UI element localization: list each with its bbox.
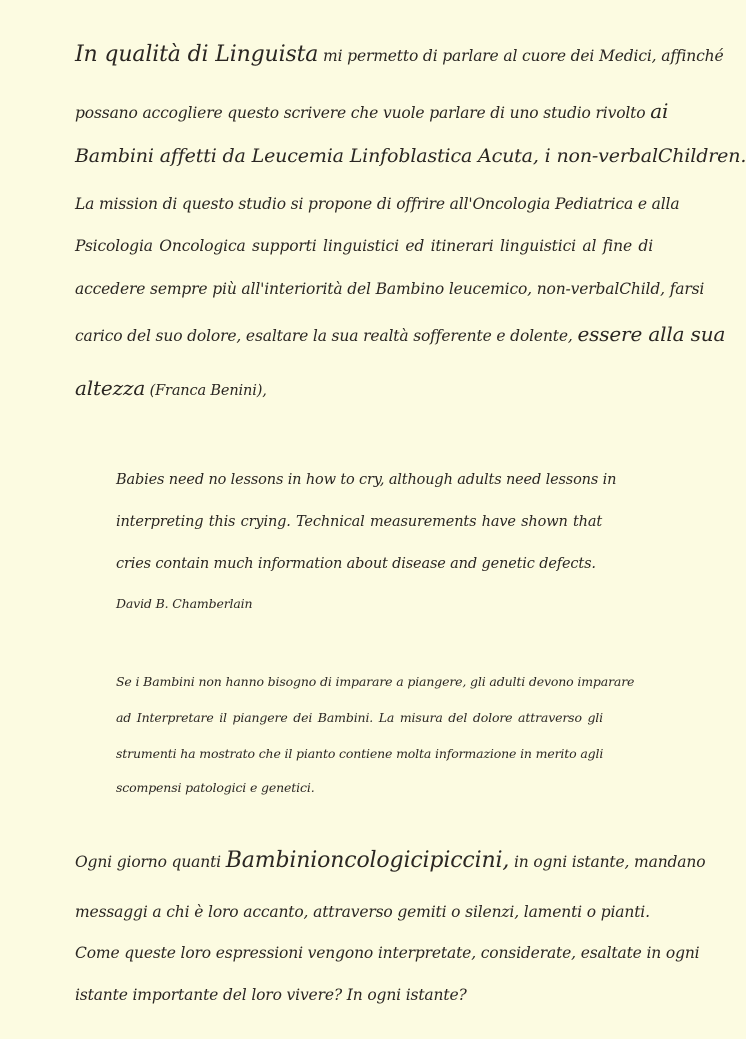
p2-line5-text: (Franca Benini), xyxy=(145,383,267,399)
quote-line2: interpreting this crying. Technical measurements have shown that xyxy=(116,514,602,530)
p1-line2 xyxy=(75,99,669,123)
p3-line1-text-b: in ogni istante, mandano xyxy=(509,853,706,871)
translation-line3: strumenti ha mostrato che il pianto contiene molta informazione in merito agli xyxy=(116,746,604,761)
p2-line4 xyxy=(75,322,726,346)
p2-line2: Psicologia Oncologica supporti linguistici ed itinerari linguistici al fine di xyxy=(75,237,653,255)
p2-line4-text: carico del suo dolore, esaltare la sua realtà sofferente e dolente, xyxy=(75,327,578,345)
quote-line1: Babies need no lessons in how to cry, although adults need lessons in xyxy=(116,472,617,488)
p3-line4: istante importante del loro vivere? In ogni istante? xyxy=(75,986,467,1004)
quote-author: David B. Chamberlain xyxy=(116,596,253,611)
p3-line2: messaggi a chi è loro accanto, attraverso gemiti o silenzi, lamenti o pianti. xyxy=(75,903,650,921)
p2-line5-emphasis: altezza xyxy=(75,376,146,400)
translation-line1: Se i Bambini non hanno bisogno di imparare a piangere, gli adulti devono imparare xyxy=(116,674,635,689)
p3-line3: Come queste loro espressioni vengono interpretate, considerate, esaltate in ogni xyxy=(75,944,700,962)
p2-line1: La mission di questo studio si propone di offrire all'Oncologia Pediatrica e alla xyxy=(75,195,680,213)
translation-line2: ad Interpretare il piangere dei Bambini. La misura del dolore attraverso gli xyxy=(116,710,603,725)
p3-line1-emphasis: Bambinioncologicipiccini, xyxy=(225,848,510,873)
p1-line1 xyxy=(75,42,724,67)
p1-line1-emphasis: In qualità di Linguista xyxy=(75,42,319,67)
p1-line3: Bambini affetti da Leucemia Linfoblastica Acuta, i non-verbalChildren. xyxy=(75,145,746,167)
p1-line2-emphasis: ai xyxy=(650,99,669,123)
p3-line1 xyxy=(75,848,706,873)
p2-line3: accedere sempre più all'interiorità del Bambino leucemico, non-verbalChild, farsi xyxy=(75,280,705,298)
quote-line3: cries contain much information about disease and genetic defects. xyxy=(116,556,596,572)
p1-line2-text: possano accogliere questo scrivere che vuole parlare di uno studio rivolto xyxy=(75,104,651,122)
p1-line1-text: mi permetto di parlare al cuore dei Medici, affinché xyxy=(318,47,724,65)
translation-line4: scompensi patologici e genetici. xyxy=(116,780,315,795)
p2-line4-emphasis: essere alla sua xyxy=(577,322,726,346)
p3-line1-text-a: Ogni giorno quanti xyxy=(75,853,226,871)
p2-line5 xyxy=(75,376,653,400)
